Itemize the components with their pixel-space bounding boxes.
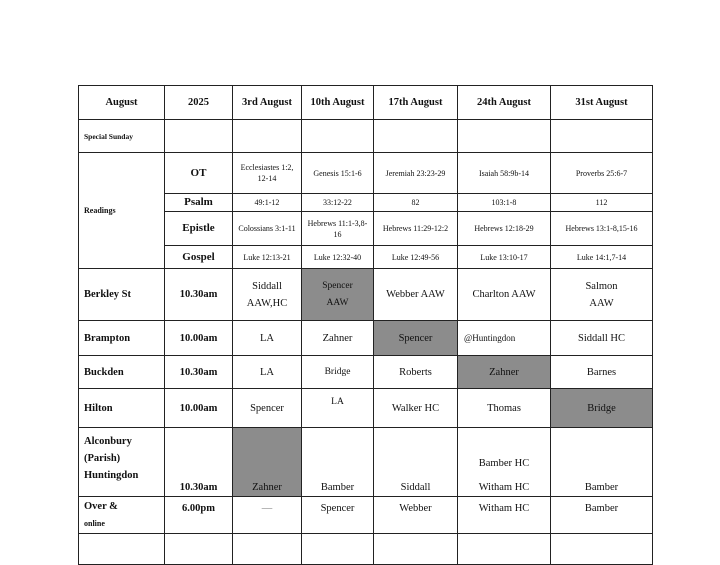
service-cell-line: Salmon bbox=[585, 280, 618, 292]
service-cell-line: Siddall bbox=[252, 280, 282, 292]
empty-cell bbox=[233, 120, 302, 153]
reading-type-label: Epistle bbox=[165, 212, 233, 246]
service-cell-highlighted: Spencer bbox=[374, 321, 458, 356]
reading-type-label: OT bbox=[165, 153, 233, 194]
service-cell: LA bbox=[233, 356, 302, 389]
service-row-alconbury bbox=[79, 428, 653, 497]
service-time: 10.00am bbox=[165, 389, 233, 428]
reading-row-epistle bbox=[79, 212, 653, 246]
service-cell: LA bbox=[233, 321, 302, 356]
reading-cell: Colossians 3:1-11 bbox=[233, 212, 302, 246]
reading-cell: 103:1-8 bbox=[458, 194, 551, 212]
reading-cell: Isaiah 58:9b-14 bbox=[458, 153, 551, 194]
service-time: 10.30am bbox=[165, 428, 233, 497]
reading-row-gospel bbox=[79, 246, 653, 269]
service-cell: Siddall HC bbox=[551, 321, 653, 356]
reading-cell: Luke 14:1,7-14 bbox=[551, 246, 653, 269]
service-cell: Zahner bbox=[302, 321, 374, 356]
reading-cell: Luke 12:13-21 bbox=[233, 246, 302, 269]
empty-cell bbox=[551, 534, 653, 565]
reading-cell: Genesis 15:1-6 bbox=[302, 153, 374, 194]
reading-row-ot bbox=[79, 153, 653, 194]
reading-cell: Luke 13:10-17 bbox=[458, 246, 551, 269]
reading-type-label: Gospel bbox=[165, 246, 233, 269]
service-cell: Witham HC bbox=[458, 497, 551, 534]
readings-label: Readings bbox=[79, 153, 165, 269]
service-cell bbox=[458, 428, 551, 497]
header-row bbox=[79, 86, 653, 120]
service-cell: Webber AAW bbox=[374, 269, 458, 321]
rota-table bbox=[78, 85, 653, 565]
month-header: August bbox=[79, 86, 165, 120]
service-time: 6.00pm bbox=[165, 497, 233, 534]
service-row-berkley-st bbox=[79, 269, 653, 321]
service-cell: Walker HC bbox=[374, 389, 458, 428]
service-cell: Webber bbox=[374, 497, 458, 534]
service-time: 10.00am bbox=[165, 321, 233, 356]
service-cell: Spencer bbox=[302, 497, 374, 534]
reading-cell: 112 bbox=[551, 194, 653, 212]
empty-cell bbox=[458, 120, 551, 153]
service-time: 10.30am bbox=[165, 269, 233, 321]
service-row-buckden bbox=[79, 356, 653, 389]
empty-cell bbox=[302, 534, 374, 565]
location-label: Brampton bbox=[79, 321, 165, 356]
reading-cell: 33:12-22 bbox=[302, 194, 374, 212]
location-label-stack bbox=[79, 428, 165, 497]
service-cell: Spencer bbox=[233, 389, 302, 428]
reading-row-psalm bbox=[79, 194, 653, 212]
service-cell: Bamber bbox=[551, 428, 653, 497]
service-cell-highlighted: Zahner bbox=[233, 428, 302, 497]
empty-cell bbox=[233, 534, 302, 565]
service-cell: Roberts bbox=[374, 356, 458, 389]
service-cell: LA bbox=[302, 389, 374, 428]
empty-cell bbox=[458, 534, 551, 565]
service-cell: — bbox=[233, 497, 302, 534]
reading-cell: 49:1-12 bbox=[233, 194, 302, 212]
service-row-brampton bbox=[79, 321, 653, 356]
service-cell-line: Witham HC bbox=[478, 482, 530, 493]
service-cell-line: AAW bbox=[589, 297, 614, 309]
reading-type-label: Psalm bbox=[165, 194, 233, 212]
empty-cell bbox=[374, 120, 458, 153]
reading-cell: Ecclesiastes 1:2, 12-14 bbox=[233, 153, 302, 194]
service-row-hilton bbox=[79, 389, 653, 428]
service-cell bbox=[551, 269, 653, 321]
reading-cell: Luke 12:49-56 bbox=[374, 246, 458, 269]
service-time: 10.30am bbox=[165, 356, 233, 389]
service-cell-highlighted: Zahner bbox=[458, 356, 551, 389]
service-cell: Bamber bbox=[551, 497, 653, 534]
special-sunday-row bbox=[79, 120, 653, 153]
location-label: Huntingdon bbox=[84, 470, 139, 481]
location-label: (Parish) bbox=[84, 453, 121, 464]
special-sunday-label: Special Sunday bbox=[79, 120, 165, 153]
empty-cell bbox=[302, 120, 374, 153]
location-label: Alconbury bbox=[84, 436, 132, 447]
location-label: online bbox=[84, 519, 105, 528]
service-cell-highlighted: Bridge bbox=[551, 389, 653, 428]
service-cell-line: Bamber HC bbox=[478, 458, 530, 469]
date-header: 24th August bbox=[458, 86, 551, 120]
reading-cell: 82 bbox=[374, 194, 458, 212]
reading-cell: Hebrews 12:18-29 bbox=[458, 212, 551, 246]
service-row-over bbox=[79, 497, 653, 534]
service-cell: Siddall bbox=[374, 428, 458, 497]
location-label: Buckden bbox=[79, 356, 165, 389]
date-header: 17th August bbox=[374, 86, 458, 120]
service-row-partial bbox=[79, 534, 653, 565]
service-cell-line: AAW bbox=[326, 297, 349, 308]
empty-cell bbox=[165, 534, 233, 565]
date-header: 10th August bbox=[302, 86, 374, 120]
reading-cell: Hebrews 11:1-3,8-16 bbox=[302, 212, 374, 246]
service-cell-line: AAW,HC bbox=[246, 297, 288, 309]
reading-cell: Hebrews 13:1-8,15-16 bbox=[551, 212, 653, 246]
service-cell-line: Spencer bbox=[322, 280, 353, 291]
reading-cell: Jeremiah 23:23-29 bbox=[374, 153, 458, 194]
location-label: Berkley St bbox=[79, 269, 165, 321]
reading-cell: Luke 12:32-40 bbox=[302, 246, 374, 269]
date-header: 31st August bbox=[551, 86, 653, 120]
year-header: 2025 bbox=[165, 86, 233, 120]
service-cell-highlighted bbox=[302, 269, 374, 321]
empty-cell bbox=[79, 534, 165, 565]
date-header: 3rd August bbox=[233, 86, 302, 120]
service-cell: Bridge bbox=[302, 356, 374, 389]
empty-cell bbox=[551, 120, 653, 153]
service-cell bbox=[233, 269, 302, 321]
location-label: Hilton bbox=[79, 389, 165, 428]
empty-cell bbox=[165, 120, 233, 153]
service-cell: Thomas bbox=[458, 389, 551, 428]
service-cell: Bamber bbox=[302, 428, 374, 497]
location-label: Over & bbox=[84, 501, 118, 512]
empty-cell bbox=[374, 534, 458, 565]
service-cell: Barnes bbox=[551, 356, 653, 389]
service-cell: @Huntingdon bbox=[458, 321, 551, 356]
location-label-stack bbox=[79, 497, 165, 534]
reading-cell: Hebrews 11:29-12:2 bbox=[374, 212, 458, 246]
service-cell: Charlton AAW bbox=[458, 269, 551, 321]
reading-cell: Proverbs 25:6-7 bbox=[551, 153, 653, 194]
